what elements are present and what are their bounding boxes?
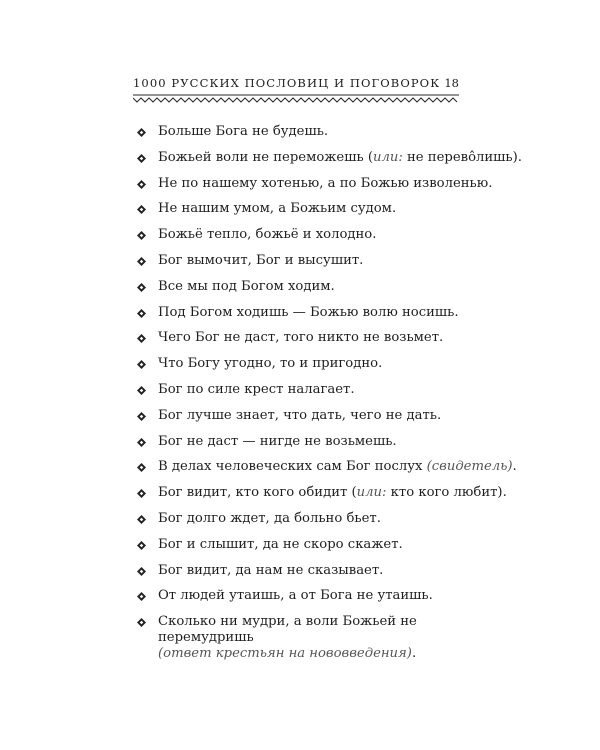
diamond-bullet-icon [137,334,146,343]
list-item [158,124,478,150]
diamond-bullet-icon [137,128,146,137]
proverb-text: Божьё тепло, божьё и холодно. [158,227,377,243]
diamond-bullet-icon [137,618,146,627]
list-item [158,227,478,253]
diamond-bullet-icon [137,231,146,240]
list-item [158,253,478,279]
proverb-tail: кто кого любит). [386,485,507,501]
page-number: 18 [444,76,459,90]
proverb-text: Больше Бога не будешь. [158,124,329,139]
diamond-bullet-icon [137,360,146,369]
diamond-bullet-icon [137,386,146,395]
proverb-note: или: [356,485,387,501]
proverb-text: Бог лучше знает, что дать, чего не дать. [158,407,442,423]
proverb-text: Все мы под Богом ходим. [158,278,335,294]
diamond-bullet-icon [137,205,146,214]
diamond-bullet-icon [137,309,146,318]
list-item [158,201,478,227]
list-item [158,614,478,662]
diamond-bullet-icon [137,541,146,550]
proverb-note-line [158,646,478,662]
list-item [158,356,478,382]
list-item [158,563,478,589]
diamond-bullet-icon [137,592,146,601]
diamond-bullet-icon [137,180,146,189]
proverb-text: В делах человеческих сам Бог послух [158,459,427,475]
list-item [158,382,478,408]
proverb-text: Бог не даст — нигде не возьмешь. [158,433,397,449]
list-item [158,279,478,305]
proverb-text: Бог вымочит, Бог и высушит. [158,252,364,268]
proverb-text: Чего Бог не даст, того никто не возьмет. [158,330,444,346]
proverb-text: От людей утаишь, а от Бога не утаишь. [158,588,433,604]
proverb-text: Не по нашему хотенью, а по Божью изволенью. [158,175,493,191]
proverb-list [158,124,522,662]
proverb-text: Не нашим умом, а Божьим судом. [158,201,397,217]
list-item [158,511,478,537]
list-item [158,149,522,176]
list-item [158,175,493,202]
proverb-text: Под Богом ходишь — Божью волю носишь. [158,304,459,320]
diamond-bullet-icon [137,257,146,266]
running-title: 1000 РУССКИХ ПОСЛОВИЦ И ПОГОВОРОК [133,76,441,90]
proverb-text: Бог видит, кто кого обидит ( [158,485,357,501]
proverb-tail: . [512,459,517,475]
proverb-note: (ответ крестьян на нововведения) [158,646,412,662]
list-item [158,330,478,356]
diamond-bullet-icon [137,438,146,447]
proverb-note: (свидетель) [426,459,513,475]
list-item [158,434,478,460]
list-item [158,459,517,485]
list-item [158,305,478,331]
proverb-tail: не перево̂лишь). [402,149,522,165]
proverb-text: Сколько ни мудри, а воли Божьей не перемудришь [158,614,417,646]
zigzag-border-icon [133,93,459,103]
proverb-text: Что Богу угодно, то и пригодно. [158,356,383,372]
proverb-text: Бог долго ждет, да больно бьет. [158,510,381,526]
diamond-bullet-icon [137,463,146,472]
list-item [158,485,507,511]
list-item [158,408,478,434]
proverb-text: Бог видит, да нам не сказывает. [158,562,384,578]
proverb-note: или: [373,149,403,165]
list-item [158,537,478,563]
list-item [158,588,478,614]
diamond-bullet-icon [137,154,146,163]
proverb-text: Божьей воли не переможешь ( [158,149,373,165]
diamond-bullet-icon [137,515,146,524]
diamond-bullet-icon [137,489,146,498]
proverb-tail: . [411,646,417,662]
page-header [133,74,459,94]
diamond-bullet-icon [137,412,146,421]
diamond-bullet-icon [137,283,146,292]
diamond-bullet-icon [137,567,146,576]
proverb-text: Бог по силе крест налагает. [158,381,355,397]
proverb-text: Бог и слышит, да не скоро скажет. [158,536,403,552]
